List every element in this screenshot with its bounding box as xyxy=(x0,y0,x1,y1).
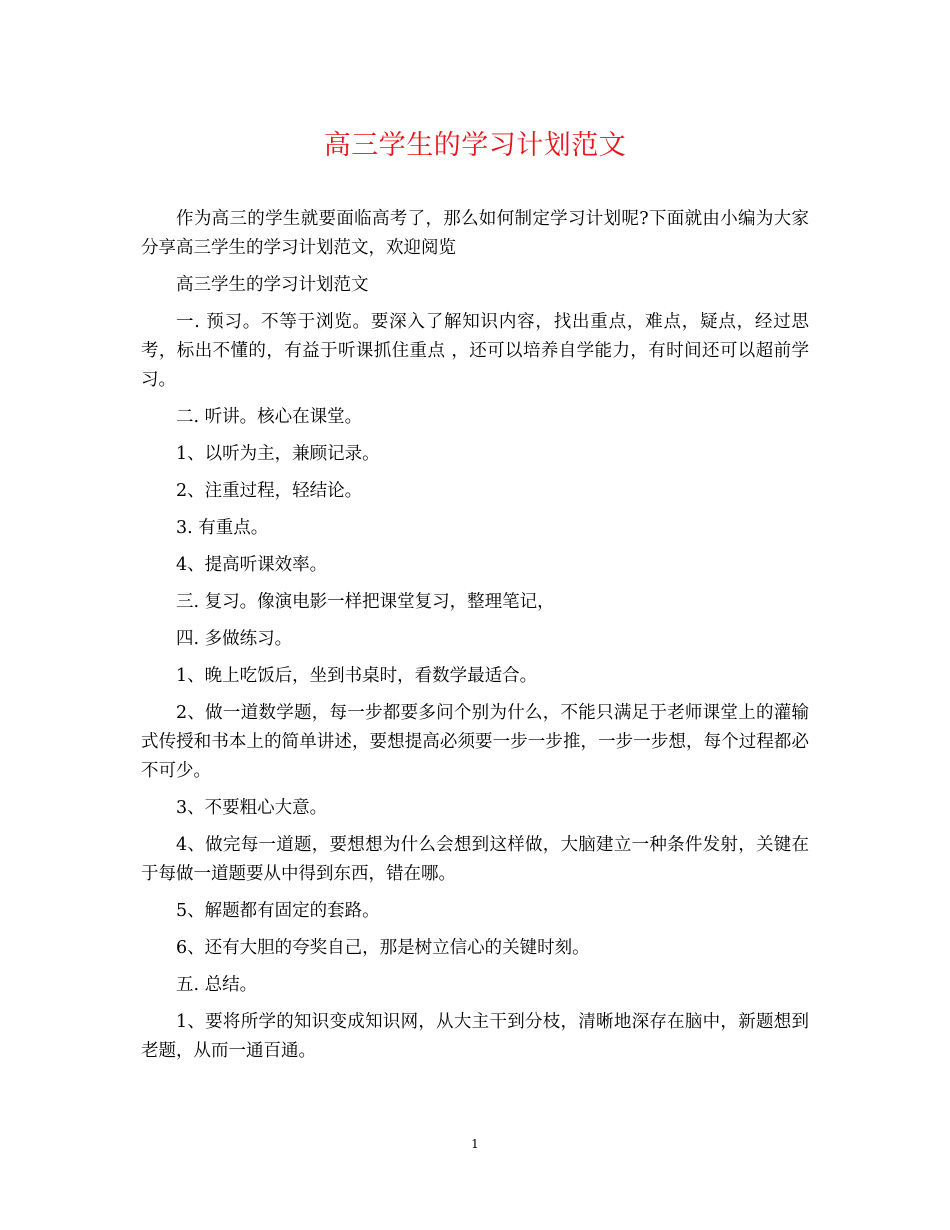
paragraph-intro: 作为高三的学生就要面临高考了，那么如何制定学习计划呢?下面就由小编为大家分享高三学生的学习计划范文，欢迎阅览 xyxy=(141,209,809,258)
paragraph-practice-item-3: 3、不要粗心大意。 xyxy=(176,798,328,818)
paragraph-practice-item-2: 2、做一道数学题，每一步都要多问个别为什么，不能只满足于老师课堂上的灌输式传授和书本上的简单讲述，要想提高必须要一步一步推，一步一步想，每个过程都必不可少。 xyxy=(141,703,809,781)
paragraph-practice-item-5: 5、解题都有固定的套路。 xyxy=(176,901,380,921)
paragraph-practice-item-1: 1、晚上吃饭后，坐到书桌时，看数学最适合。 xyxy=(176,666,538,686)
document-title: 高三学生的学习计划范文 xyxy=(323,130,627,161)
paragraph-section-preview: 一. 预习。不等于浏览。要深入了解知识内容，找出重点，难点，疑点，经过思考，标出不懂的，有益于听课抓住重点 ，还可以培养自学能力，有时间还可以超前学习。 xyxy=(141,312,809,390)
paragraph-listen-item-1: 1、以听为主，兼顾记录。 xyxy=(176,444,380,464)
document-body xyxy=(141,205,809,1074)
paragraph-section-practice: 四. 多做练习。 xyxy=(176,629,293,649)
paragraph-section-listen: 二. 听讲。核心在课堂。 xyxy=(176,407,363,427)
paragraph-summary-item-1: 1、要将所学的知识变成知识网，从大主干到分枝，清晰地深存在脑中，新题想到老题，从而一通百通。 xyxy=(141,1012,809,1061)
paragraph-section-summary: 五. 总结。 xyxy=(176,975,258,995)
paragraph-listen-item-3: 3. 有重点。 xyxy=(176,518,269,538)
paragraph-practice-item-4: 4、做完每一道题，要想想为什么会想到这样做，大脑建立一种条件发射，关键在于每做一道题要从中得到东西，错在哪。 xyxy=(141,835,809,884)
paragraph-practice-item-6: 6、还有大胆的夸奖自己，那是树立信心的关键时刻。 xyxy=(176,938,590,958)
paragraph-listen-item-4: 4、提高听课效率。 xyxy=(176,555,328,575)
paragraph-subtitle: 高三学生的学习计划范文 xyxy=(176,275,369,295)
paragraph-section-review: 三. 复习。像演电影一样把课堂复习，整理笔记， xyxy=(176,592,555,612)
paragraph-listen-item-2: 2、注重过程，轻结论。 xyxy=(176,481,363,501)
page-number: 1 xyxy=(471,1137,479,1151)
